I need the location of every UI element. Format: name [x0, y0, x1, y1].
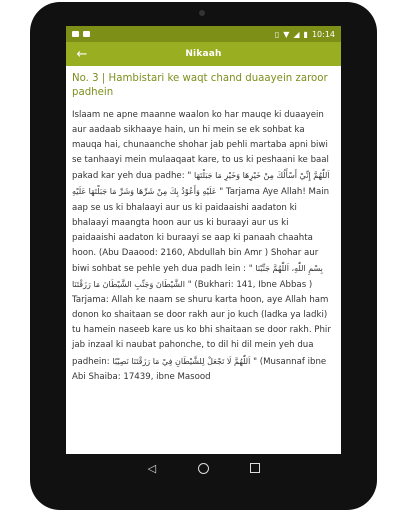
status-notifications — [72, 31, 90, 37]
arrow-left-icon: ← — [76, 46, 88, 62]
article-body — [72, 108, 335, 385]
arabic-dua: اَللّٰهُمَّ إِنِّيْ أَسْأَلُكَ مِنْ خَيْرِهَا وَخَيْرِ مَا جَبَلْتَهَا عَلَيْهِ وَأَعُوْذُ بِكَ مِنْ شَرِّهَا وَشَرِّ مَا جَبَلْتَهَا عَلَيْهِ — [72, 171, 330, 197]
article-content — [66, 66, 341, 385]
nav-recents-button[interactable] — [245, 458, 265, 478]
battery-icon: ▮ — [303, 29, 308, 39]
signal-icon: ◢ — [293, 29, 300, 39]
navigation-bar — [66, 454, 341, 482]
vibrate-icon: ▯ — [274, 29, 280, 39]
nav-back-button[interactable] — [142, 458, 162, 478]
nav-recents-icon — [250, 463, 260, 473]
device-screen — [66, 26, 341, 482]
back-button[interactable] — [72, 42, 92, 66]
wifi-icon: ▼ — [283, 29, 290, 39]
body-text: " (Musannaf ibne Abi Shaiba: 17439, ibne Masood — [72, 356, 327, 382]
nav-home-button[interactable] — [193, 458, 213, 478]
body-text: " (Bukhari: 141, Ibne Abbas ) Tarjama: Allah ke naam se shuru karta hoon, aye Allah ham donon ko shaitaan se door rakh aur jo kuch (ladka ya ladki) tu hamein naseeb kare us ko bhi shaitaan se door rakh. Phir jab inzaal ki naubat pahonche, to dil hi dil mein yeh dua padhein: — [72, 280, 331, 367]
status-system — [275, 30, 335, 39]
article-title: No. 3 | Hambistari ke waqt chand duaayein zaroor padhein — [72, 73, 328, 98]
status-time: 10:14 — [311, 29, 335, 39]
body-text: Islaam ne apne maanne waalon ko har mauqe ki duaayein aur aadaab sikhaaye hain, un hi mein se ek sohbat ka mauqa hai, chunaanche shohar jab pehli martaba apni biwi se tanhaayi mein mulaaqaat kare, to us ki peshaani ke baal pakad kar yeh dua padhe: " — [72, 110, 329, 182]
nav-back-icon: ◁ — [147, 461, 157, 475]
arabic-dua: اَللّٰهُمَّ لَا تَجْعَلْ لِلشَّيْطَانِ فِيْ مَا رَزَقْتَنَا نَصِيْبًا — [112, 356, 251, 366]
status-bar — [66, 26, 341, 42]
notification-icon — [72, 31, 79, 37]
app-bar — [66, 42, 341, 66]
body-text: " Tarjama Aye Allah! Main aap se us ki bhalaayi aur us ki paidaaishi aadaton ki bhalaayi maangta hoon aur us ki buraayi aur us ki paidaaishi aadaton ki buraayi se aap ki panaah chaahta hoon. (Abu Daaood: 2160, Abdullah bin Amr ) Shohar aur biwi sohbat se pehle yeh dua padh lein : " — [72, 187, 330, 274]
arabic-dua: بِسْمِ اللّٰهِ، اَللّٰهُمَّ جَنِّبْنَا الشَّيْطَانَ وَجَنِّبِ الشَّيْطَانَ مَا رَزَقْتَنَا — [72, 263, 323, 290]
app-title: Nikaah — [185, 49, 222, 59]
nav-home-icon — [198, 463, 209, 474]
front-camera — [199, 10, 205, 16]
notification-icon — [83, 31, 90, 37]
